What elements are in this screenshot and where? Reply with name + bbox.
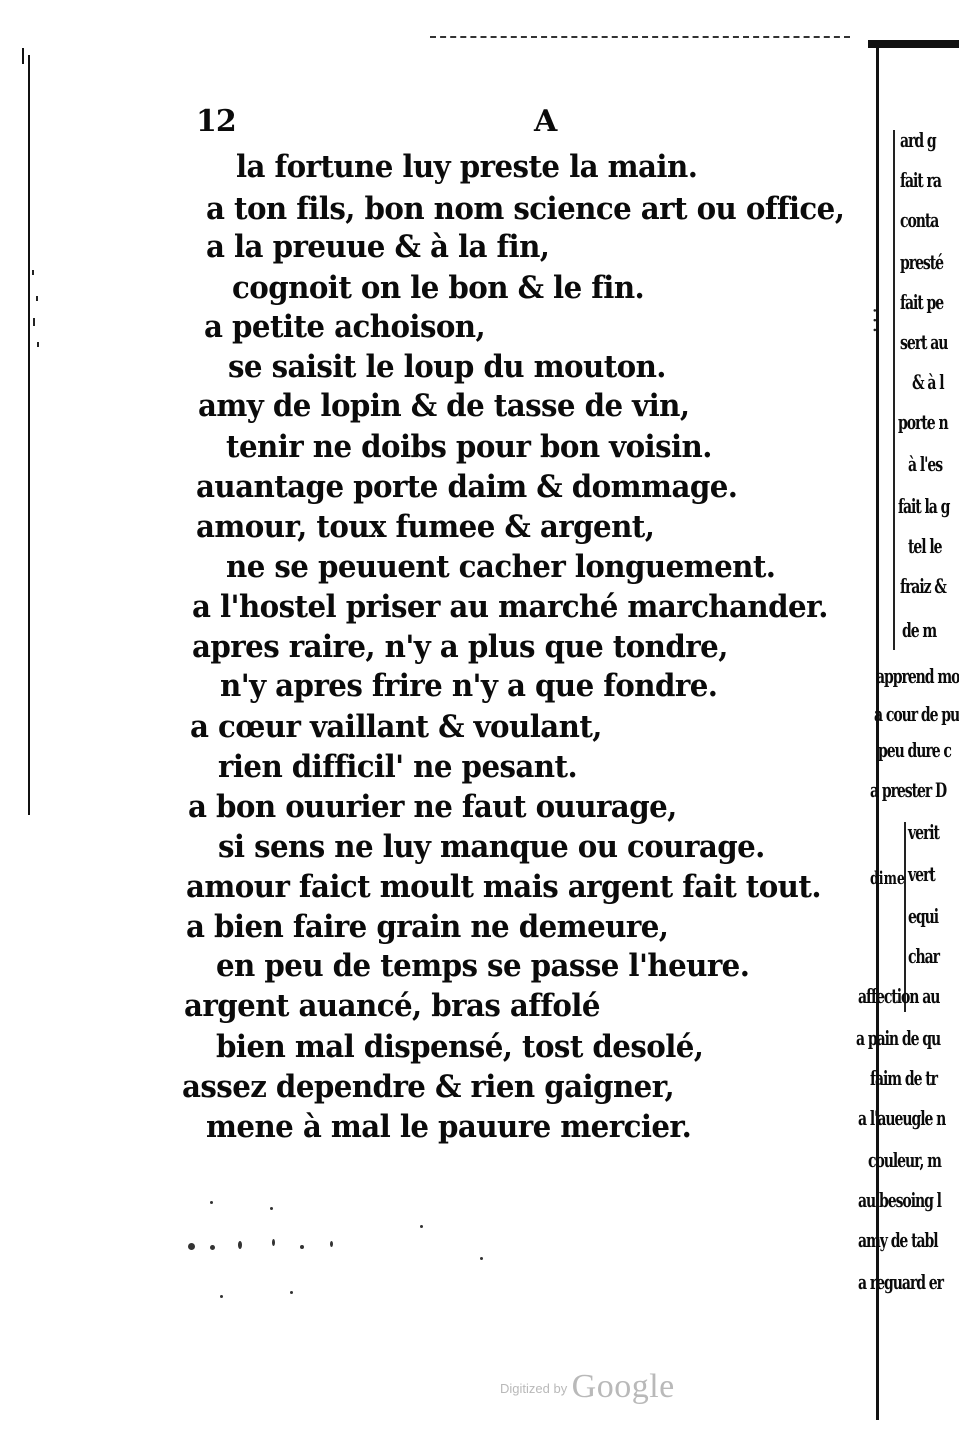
proverb-line: a l'hostel priser au marché marchander. bbox=[192, 589, 828, 625]
digitized-by-google-watermark bbox=[500, 1368, 675, 1406]
proverb-line: auantage porte daim & dommage. bbox=[196, 469, 738, 505]
margin-fragment: a cour de pu bbox=[874, 702, 959, 726]
margin-fragment: fait la g bbox=[898, 494, 950, 518]
margin-fragment: a pain de qu bbox=[856, 1026, 941, 1050]
proverb-line: en peu de temps se passe l'heure. bbox=[216, 948, 750, 984]
margin-fragment: au besoing l bbox=[858, 1188, 941, 1212]
margin-fragment: à l'es bbox=[908, 452, 943, 476]
margin-fragment: char bbox=[908, 944, 939, 968]
proverb-line: rien difficil' ne pesant. bbox=[218, 749, 578, 785]
top-scan-rule bbox=[430, 36, 850, 40]
margin-fragment: porte n bbox=[898, 410, 948, 434]
margin-fragment: a l'aueugle n bbox=[858, 1106, 946, 1130]
proverb-line: amour faict moult mais argent fait tout. bbox=[186, 869, 821, 905]
margin-fragment: fait pe bbox=[900, 290, 944, 314]
proverb-line: tenir ne doibs pour bon voisin. bbox=[226, 429, 712, 465]
signature-mark: A bbox=[534, 104, 558, 139]
margin-fragment: amy de tabl bbox=[858, 1228, 938, 1252]
proverb-line: assez dependre & rien gaigner, bbox=[182, 1069, 675, 1105]
proverb-line: a bon ouurier ne faut ouurage, bbox=[188, 789, 677, 825]
margin-bracket-word: dime bbox=[870, 868, 905, 889]
margin-rule bbox=[893, 130, 895, 650]
page-gutter-edge bbox=[876, 40, 879, 1420]
margin-fragment: a prester D bbox=[870, 778, 947, 802]
margin-fragment: apprend mo bbox=[876, 664, 959, 688]
margin-fragment: presté bbox=[900, 250, 944, 274]
rotated-margin-mark: · · · bbox=[866, 308, 882, 333]
margin-fragment: ard g bbox=[900, 128, 936, 152]
proverb-line: amour, toux fumee & argent, bbox=[196, 509, 655, 545]
margin-fragment: couleur, m bbox=[868, 1148, 941, 1172]
page-header bbox=[196, 104, 616, 144]
proverb-line: a cœur vaillant & voulant, bbox=[190, 709, 602, 745]
google-logo-text: Google bbox=[571, 1368, 675, 1405]
proverb-line: cognoit on le bon & le fin. bbox=[232, 270, 645, 306]
proverb-line: argent auancé, bras affolé bbox=[184, 988, 600, 1024]
margin-fragment: affection au bbox=[858, 984, 940, 1008]
scan-frame-left-edge bbox=[28, 55, 30, 815]
proverb-line: a la preuue & à la fin, bbox=[206, 229, 550, 265]
proverb-line: a petite achoison, bbox=[204, 309, 486, 345]
page-gutter-top bbox=[868, 40, 959, 48]
proverb-line: bien mal dispensé, tost desolé, bbox=[216, 1029, 704, 1065]
margin-fragment: equi bbox=[908, 904, 939, 928]
proverb-line: la fortune luy preste la main. bbox=[236, 149, 698, 185]
proverb-line: n'y apres frire n'y a que fondre. bbox=[220, 668, 718, 704]
proverb-line: a bien faire grain ne demeure, bbox=[186, 909, 669, 945]
scan-frame-tick bbox=[22, 48, 36, 64]
margin-fragment: sert au bbox=[900, 330, 948, 354]
proverb-line: si sens ne luy manque ou courage. bbox=[218, 829, 765, 865]
proverb-line: a ton fils, bon nom science art ou office, bbox=[206, 191, 845, 227]
watermark-label: Digitized by bbox=[500, 1381, 568, 1396]
margin-fragment: conta bbox=[900, 208, 939, 232]
margin-fragment: vert bbox=[908, 862, 935, 886]
proverb-line: mene à mal le pauure mercier. bbox=[206, 1109, 692, 1145]
margin-fragment: & à l bbox=[912, 370, 944, 394]
margin-fragment: a reguard er bbox=[858, 1270, 943, 1294]
margin-fragment: tel le bbox=[908, 534, 942, 558]
margin-fragment: de m bbox=[902, 618, 937, 642]
page-number: 12 bbox=[196, 104, 236, 139]
left-margin-specks bbox=[30, 270, 44, 360]
margin-fragment: fait ra bbox=[900, 168, 941, 192]
margin-fragment: verit bbox=[908, 820, 939, 844]
margin-fragment: faim de tr bbox=[870, 1066, 938, 1090]
proverb-line: apres raire, n'y a plus que tondre, bbox=[192, 629, 728, 665]
margin-fragment: fraiz & bbox=[900, 574, 946, 598]
facing-page-margin bbox=[846, 40, 959, 1420]
proverb-line: ne se peuuent cacher longuement. bbox=[226, 549, 776, 585]
proverb-line: amy de lopin & de tasse de vin, bbox=[198, 388, 690, 424]
margin-fragment: peu dure c bbox=[878, 738, 951, 762]
proverb-line: se saisit le loup du mouton. bbox=[228, 349, 666, 385]
bleed-through-specks bbox=[180, 1195, 700, 1315]
